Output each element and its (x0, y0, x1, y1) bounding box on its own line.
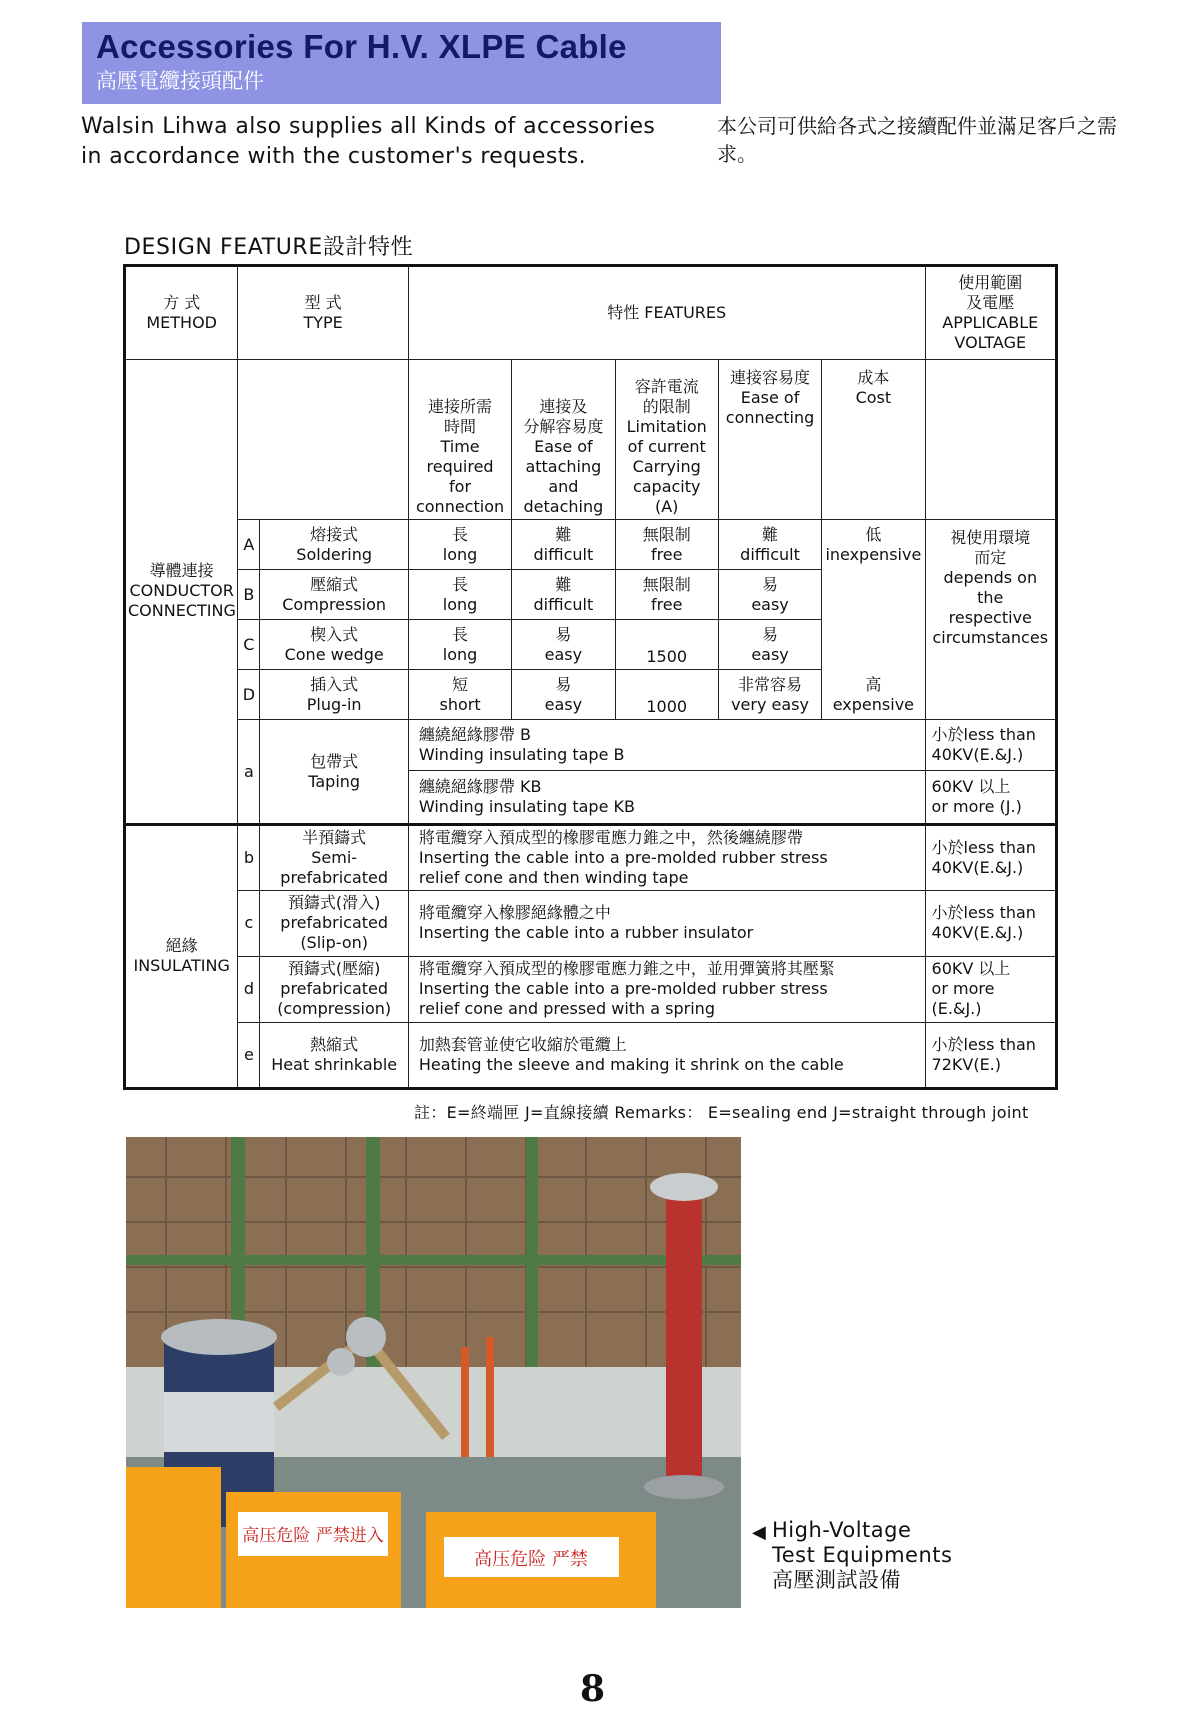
type-line: 預鑄式(壓縮) (287, 959, 381, 979)
current-header-line: of current (627, 437, 706, 457)
cost-blank-cell (822, 570, 925, 620)
current-en: 1500 (646, 647, 688, 667)
row-letter: d (238, 956, 260, 1022)
description-zh: 纏繞絕緣膠帶 KB (418, 776, 542, 796)
current-limit-header (615, 360, 718, 520)
current-cell (615, 520, 718, 570)
type-line: 半預鑄式 (302, 827, 367, 847)
ease-en: easy (751, 594, 789, 614)
voltage-line: 視使用環境 (950, 528, 1031, 548)
voltage-header-en2: VOLTAGE (954, 333, 1027, 353)
photo-caption (754, 1518, 952, 1593)
row-letter: e (238, 1022, 260, 1088)
description-line: relief cone and then winding tape (418, 867, 689, 887)
attach-header-line: 連接及 (539, 397, 588, 417)
time-required-header (408, 360, 511, 520)
insulating-group-cell (125, 824, 238, 1088)
row-letter: b (238, 824, 260, 890)
title-banner (82, 22, 721, 104)
features-header: 特性 FEATURES (408, 266, 925, 360)
table-row (125, 520, 1057, 570)
time-cell (408, 620, 511, 670)
subheader-blank (238, 360, 409, 520)
type-cell (260, 956, 408, 1022)
type-cell (260, 620, 408, 670)
time-zh: 長 (452, 574, 469, 594)
time-zh: 長 (452, 624, 469, 644)
current-en: free (650, 544, 683, 564)
row-letter: D (238, 670, 260, 720)
current-header-line: Limitation (626, 417, 707, 437)
row-letter: c (238, 890, 260, 956)
attach-cell (512, 620, 615, 670)
current-header-line: 容許電流 (634, 377, 699, 397)
table-row (125, 824, 1057, 890)
type-line: prefabricated (280, 979, 389, 999)
attach-header-line: 分解容易度 (523, 417, 604, 437)
current-cell (615, 670, 718, 720)
voltage-line: 而定 (974, 548, 1007, 568)
attach-zh: 難 (555, 574, 572, 594)
voltage-line: 40KV(E.&J.) (931, 857, 1024, 877)
time-header-line: connection (415, 497, 505, 517)
design-feature-heading: DESIGN FEATURE設計特性 (124, 235, 414, 260)
ease-zh: 易 (762, 574, 779, 594)
type-cell (260, 1022, 408, 1088)
ease-zh: 難 (762, 524, 779, 544)
conductor-group-en1: CONDUCTOR (129, 581, 234, 601)
type-en: Plug-in (306, 694, 362, 714)
attach-header-line: attaching (525, 457, 602, 477)
caption-arrow-icon: ◀ (752, 1522, 767, 1543)
voltage-line: 小於less than (931, 1034, 1036, 1054)
attach-header-line: and (548, 477, 579, 497)
type-en: Soldering (296, 544, 373, 564)
current-en: 1000 (646, 697, 688, 717)
time-header-line: for (449, 477, 472, 497)
time-cell (408, 570, 511, 620)
attach-zh: 易 (555, 624, 572, 644)
method-header-en: METHOD (146, 313, 217, 333)
attach-cell (512, 670, 615, 720)
ease-connecting-header (718, 360, 821, 520)
type-en: Compression (282, 594, 387, 614)
table-row (125, 1022, 1057, 1088)
time-zh: 長 (452, 524, 469, 544)
time-zh: 短 (452, 674, 469, 694)
ease-zh: 易 (762, 624, 779, 644)
ease-header-line: 連接容易度 (730, 368, 811, 388)
attach-en: easy (544, 694, 583, 714)
attach-en: difficult (533, 594, 594, 614)
intro-english: Walsin Lihwa also supplies all Kinds of accessories in accordance with the customer's requests. (81, 114, 656, 169)
page-title: Accessories For H.V. XLPE Cable (96, 28, 627, 65)
description-line: relief cone and pressed with a spring (418, 999, 715, 1019)
conductor-group-cell (125, 360, 238, 824)
description-line: Inserting the cable into a rubber insulator (418, 923, 754, 943)
type-cell (260, 520, 408, 570)
type-zh: 壓縮式 (310, 574, 359, 594)
current-header-line: capacity (632, 477, 701, 497)
attach-header-line: detaching (523, 497, 604, 517)
voltage-line: 小於less than (931, 725, 1036, 744)
cost-header (822, 360, 925, 520)
description-line: 將電纜穿入預成型的橡膠電應力錐之中，並用彈簧將其壓緊 (418, 959, 835, 979)
cost-header-line: Cost (855, 388, 892, 408)
voltage-cell (925, 824, 1056, 890)
subheader-voltage-blank (925, 360, 1056, 520)
current-en: free (650, 594, 683, 614)
voltage-cell (925, 1022, 1056, 1088)
current-zh: 無限制 (642, 574, 691, 594)
page-number: 8 (580, 1668, 606, 1710)
type-zh: 熔接式 (310, 524, 359, 544)
voltage-line: circumstances (932, 628, 1049, 648)
description-cell (408, 824, 925, 890)
type-cell (260, 890, 408, 956)
insulating-group-en: INSULATING (133, 956, 230, 976)
description-zh: 纏繞絕緣膠帶 B (418, 725, 531, 744)
voltage-header-zh2: 及電壓 (966, 293, 1015, 313)
warning-sign-text: 高压危险 严禁进入 (242, 1526, 384, 1546)
current-header-line: Carrying (632, 457, 701, 477)
time-header-line: Time (440, 437, 480, 457)
voltage-line: depends on (943, 568, 1038, 588)
ease-en: easy (751, 644, 789, 664)
voltage-line: 40KV(E.&J.) (931, 923, 1024, 943)
voltage-cell (925, 890, 1056, 956)
row-letter: a (238, 720, 260, 824)
type-line: Semi- (311, 847, 358, 867)
attach-header-line: Ease of (534, 437, 593, 457)
voltage-line: respective (948, 608, 1032, 628)
type-line: (compression) (277, 999, 392, 1019)
type-header-en: TYPE (303, 313, 343, 333)
cost-blank-cell (822, 620, 925, 670)
row-letter: C (238, 620, 260, 670)
conductor-group-en2: CONNECTING (128, 601, 236, 621)
time-header-line: 時間 (444, 417, 477, 437)
caption-line: Test Equipments (772, 1543, 953, 1567)
description-en: Winding insulating tape B (418, 745, 625, 764)
design-feature-table (123, 264, 1058, 1090)
cost-low-en: inexpensive (825, 545, 922, 565)
caption-line: High-Voltage (772, 1518, 912, 1542)
ease-cell (718, 520, 821, 570)
voltage-cell (925, 720, 1056, 770)
description-cell (408, 770, 925, 824)
table-row (125, 956, 1057, 1022)
cost-low-cell (822, 520, 925, 570)
caption-line: 高壓測試設備 (772, 1568, 901, 1592)
voltage-line: or more (931, 979, 995, 999)
conductor-voltage-cell (925, 520, 1056, 720)
type-cell (260, 720, 408, 824)
description-line: Inserting the cable into a pre-molded rubber stress (418, 979, 828, 999)
description-line: 將電纜穿入預成型的橡膠電應力錐之中，然後纏繞膠帶 (418, 827, 803, 847)
header-row (125, 266, 1057, 360)
table-row (125, 570, 1057, 620)
voltage-line: 60KV 以上 (931, 959, 1011, 979)
table-remarks: 註：E=終端匣 J=直線接續 Remarks： E=sealing end J=straight through joint (414, 1103, 1029, 1122)
conductor-group-zh: 導體連接 (149, 561, 214, 581)
current-cell (615, 620, 718, 670)
type-line: 預鑄式(滑入) (287, 893, 381, 913)
type-line: Heat shrinkable (271, 1054, 398, 1074)
ease-cell (718, 670, 821, 720)
time-en: long (442, 594, 478, 614)
description-cell (408, 1022, 925, 1088)
table-row (125, 670, 1057, 720)
type-cell (260, 670, 408, 720)
current-header-line: 的限制 (642, 397, 691, 417)
type-line: (Slip-on) (300, 933, 368, 953)
cost-high-cell (822, 670, 925, 720)
voltage-line: 小於less than (931, 903, 1036, 923)
current-cell (615, 570, 718, 620)
time-header-line: required (426, 457, 494, 477)
subheader-row (125, 360, 1057, 520)
current-zh: 無限制 (642, 524, 691, 544)
attach-zh: 難 (555, 524, 572, 544)
ease-en: difficult (740, 544, 800, 564)
description-en: Winding insulating tape KB (418, 796, 635, 816)
cost-low-zh: 低 (865, 525, 882, 545)
intro-chinese: 本公司可供給各式之接續配件並滿足客戶之需求。 (717, 114, 1117, 166)
table-row (125, 890, 1057, 956)
type-header (238, 266, 409, 360)
type-line: 熱縮式 (310, 1034, 359, 1054)
ease-header-line: connecting (725, 408, 815, 428)
test-equipment-photo (126, 1137, 741, 1608)
warning-sign-text: 高压危险 严禁 (474, 1549, 588, 1570)
type-line: prefabricated (280, 867, 389, 887)
voltage-line: (E.&J.) (931, 999, 982, 1019)
voltage-cell (925, 956, 1056, 1022)
row-letter: B (238, 570, 260, 620)
time-cell (408, 520, 511, 570)
description-cell (408, 956, 925, 1022)
voltage-line: 小於less than (931, 837, 1036, 857)
description-line: 將電纜穿入橡膠絕緣體之中 (418, 903, 611, 923)
cost-header-line: 成本 (857, 368, 890, 388)
cost-high-zh: 高 (865, 674, 882, 694)
description-line: Heating the sleeve and making it shrink on the cable (418, 1054, 844, 1074)
attach-cell (512, 570, 615, 620)
page-title-chinese: 高壓電纜接頭配件 (96, 69, 264, 93)
time-en: long (442, 544, 478, 564)
photo-illustration (126, 1137, 741, 1608)
description-cell (408, 720, 925, 770)
ease-cell (718, 620, 821, 670)
ease-zh: 非常容易 (738, 674, 803, 694)
voltage-header-zh1: 使用範圍 (958, 273, 1023, 293)
attach-en: easy (544, 644, 583, 664)
voltage-line: or more (J.) (931, 796, 1022, 816)
attach-zh: 易 (555, 674, 572, 694)
attach-detach-header (512, 360, 615, 520)
voltage-header-en1: APPLICABLE (942, 313, 1039, 333)
type-en: Cone wedge (284, 644, 384, 664)
row-letter: A (238, 520, 260, 570)
current-header-line: (A) (654, 497, 679, 517)
type-zh: 楔入式 (310, 624, 359, 644)
time-en: long (442, 644, 478, 664)
attach-cell (512, 520, 615, 570)
insulating-group-zh: 絕緣 (165, 936, 198, 956)
description-line: Inserting the cable into a pre-molded rubber stress (418, 847, 828, 867)
voltage-line: 40KV(E.&J.) (931, 745, 1024, 764)
type-line: prefabricated (280, 913, 389, 933)
voltage-header (925, 266, 1056, 360)
table-row (125, 720, 1057, 770)
method-header-zh: 方 式 (163, 293, 201, 313)
ease-cell (718, 570, 821, 620)
attach-en: difficult (533, 544, 594, 564)
voltage-cell (925, 770, 1056, 824)
method-header (125, 266, 238, 360)
description-cell (408, 890, 925, 956)
time-header-line: 連接所需 (428, 397, 493, 417)
ease-header-line: Ease of (740, 388, 800, 408)
voltage-line: 72KV(E.) (931, 1054, 1002, 1074)
type-cell (260, 824, 408, 890)
description-line: 加熱套管並使它收縮於電纜上 (418, 1034, 627, 1054)
table-row (125, 620, 1057, 670)
type-header-zh: 型 式 (304, 293, 342, 313)
voltage-line: the (977, 588, 1004, 608)
time-cell (408, 670, 511, 720)
type-cell (260, 570, 408, 620)
time-en: short (439, 694, 481, 714)
type-en: Taping (308, 771, 361, 791)
type-zh: 插入式 (310, 674, 359, 694)
ease-en: very easy (731, 694, 809, 714)
voltage-line: 60KV 以上 (931, 776, 1011, 796)
cost-high-en: expensive (832, 694, 914, 714)
type-zh: 包帶式 (310, 751, 359, 771)
